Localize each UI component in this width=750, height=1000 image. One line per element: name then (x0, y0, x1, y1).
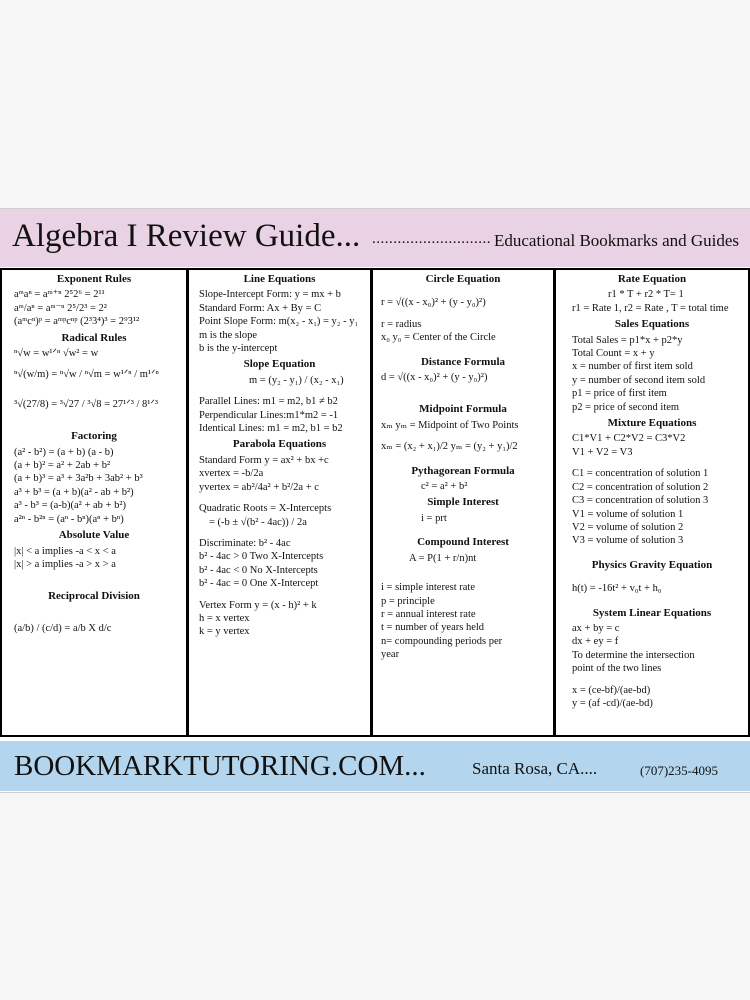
formula-line: |x| > a implies -a > x > a (14, 558, 116, 570)
formula-line: Identical Lines: m1 = m2, b1 = b2 (199, 423, 343, 435)
review-guide-sheet (0, 209, 750, 792)
formula-line: |x| < a implies -a < x < a (14, 545, 116, 557)
section-heading: Distance Formula (420, 355, 505, 368)
formula-line: V2 = volume of solution 2 (572, 521, 684, 533)
formula-line: Slope-Intercept Form: y = mx + b (199, 289, 341, 301)
section-heading: Pythagorean Formula (411, 464, 515, 477)
section-heading: Circle Equation (425, 273, 501, 285)
formula-line: b² - 4ac > 0 Two X-Intercepts (199, 551, 324, 563)
formula-line: V1 + V2 = V3 (572, 446, 633, 458)
formula-line: p1 = price of first item (572, 388, 667, 400)
formula-line: C1 = concentration of solution 1 (572, 468, 709, 480)
formula-line: ⁿ√(w/m) = ⁿ√w / ⁿ√m = w¹ᐟⁿ / m¹ᐟⁿ (14, 369, 159, 381)
city-label: Santa Rosa, CA.... (472, 759, 598, 778)
formula-line: r1 = Rate 1, r2 = Rate , T = total time (572, 302, 729, 314)
formula-line: (aᵐcⁿ)ᵖ = aᵐᵖcⁿᵖ (2³3⁴)³ = 2⁹3¹² (14, 316, 140, 328)
section-heading: Mixture Equations (607, 417, 697, 430)
formula-line: a³ + b³ = (a + b)(a² - ab + b²) (14, 486, 134, 498)
formula-line: Total Count = x + y (572, 348, 655, 360)
formula-line: (a + b)² = a² + 2ab + b² (14, 460, 111, 472)
phone-number: (707)235-4095 (640, 763, 718, 778)
formula-line: m = (y₂ - y₁) / (x₂ - x₁) (249, 374, 344, 386)
formula-line: C2 = concentration of solution 2 (572, 481, 709, 493)
formula-line: aᵐaⁿ = aᵐ⁺ⁿ 2⁵2⁶ = 2¹¹ (14, 289, 105, 301)
formula-line: Standard Form y = ax² + bx +c (199, 454, 329, 466)
section-heading: Simple Interest (427, 496, 499, 509)
formula-line: Vertex Form y = (x - h)² + k (199, 599, 317, 611)
column-1 (0, 268, 188, 737)
section-heading: Absolute Value (58, 529, 130, 542)
formula-line: xₘ = (x₂ + x₁)/2 yₘ = (y₂ + y₁)/2 (381, 441, 518, 453)
column-3 (371, 268, 555, 737)
formula-line: x = (ce-bf)/(ae-bd) (572, 684, 651, 696)
column-4 (554, 268, 750, 737)
formula-line: ax + by = c (572, 622, 620, 634)
formula-line: Quadratic Roots = X-Intercepts (199, 503, 332, 515)
formula-line: a³ - b³ = (a-b)(a² + ab + b²) (14, 500, 126, 512)
formula-line: b² - 4ac < 0 No X-Intercepts (199, 564, 318, 576)
formula-line: xvertex = -b/2a (199, 468, 264, 480)
column-2 (187, 268, 372, 737)
formula-line: r = radius (381, 318, 422, 330)
formula-line: b is the y-intercept (199, 343, 278, 355)
formula-line: h = x vertex (199, 612, 250, 624)
formula-line: year (381, 649, 400, 661)
formula-line: Standard Form: Ax + By = C (199, 302, 322, 314)
formula-line: y = (af -cd)/(ae-bd) (572, 697, 653, 709)
formula-line: p = principle (381, 595, 435, 607)
page-title: Algebra I Review Guide... (12, 218, 361, 254)
formula-line: = (-b ± √(b² - 4ac)) / 2a (209, 516, 307, 528)
sheet-bottom-edge (0, 792, 750, 793)
section-heading: Radical Rules (61, 331, 127, 344)
section-heading: Exponent Rules (56, 273, 132, 285)
formula-line: ⁿ√w = w¹ᐟⁿ √w² = w (14, 348, 99, 360)
formula-line: (a² - b²) = (a + b) (a - b) (14, 446, 114, 458)
formula-line: yvertex = ab²/4a² + b²/2a + c (199, 481, 319, 493)
formula-line: V1 = volume of solution 1 (572, 508, 684, 520)
formula-line: a²ⁿ - b²ⁿ = (aⁿ - bⁿ)(aⁿ + bⁿ) (14, 513, 124, 525)
formula-line: A = P(1 + r/n)nt (409, 552, 477, 564)
footer-banner (0, 741, 750, 791)
formula-line: C1*V1 + C2*V2 = C3*V2 (572, 433, 686, 445)
formula-line: Total Sales = p1*x + p2*y (572, 334, 683, 346)
section-heading: Line Equations (243, 273, 316, 285)
formula-line: x₀ y₀ = Center of the Circle (381, 332, 496, 344)
section-heading: Sales Equations (614, 318, 690, 331)
formula-line: To determine the intersection (572, 649, 695, 661)
formula-line: Point Slope Form: m(x₂ - x₁) = y₂ - y₁ (199, 316, 359, 328)
formula-line: i = prt (421, 512, 447, 524)
formula-line: (a + b)³ = a³ + 3a²b + 3ab² + b³ (14, 473, 143, 485)
formula-line: r = annual interest rate (381, 608, 476, 620)
formula-line: p2 = price of second item (572, 401, 680, 413)
formula-line: xₘ yₘ = Midpoint of Two Points (381, 419, 519, 431)
formula-line: i = simple interest rate (381, 582, 475, 594)
formula-line: Parallel Lines: m1 = m2, b1 ≠ b2 (199, 396, 338, 408)
formula-line: d = √((x - x₀)² + (y - y₀)²) (381, 372, 488, 384)
subtitle: Educational Bookmarks and Guides (494, 231, 740, 250)
formula-line: h(t) = -16t² + v₀t + h₀ (572, 583, 662, 595)
formula-line: x = number of first item sold (572, 361, 693, 373)
section-heading: Midpoint Formula (419, 403, 507, 416)
formula-line: V3 = volume of solution 3 (572, 535, 684, 547)
section-heading: Physics Gravity Equation (591, 558, 713, 571)
formula-line: aᵐ/aⁿ = aᵐ⁻ⁿ 2⁵/2³ = 2² (14, 302, 107, 314)
section-heading: Parabola Equations (232, 438, 327, 451)
website-url: BOOKMARKTUTORING.COM... (14, 750, 426, 782)
section-heading: Reciprocal Division (48, 590, 140, 603)
formula-line: point of the two lines (572, 663, 662, 675)
section-heading: System Linear Equations (592, 606, 712, 619)
section-heading: Slope Equation (243, 358, 316, 371)
formula-line: m is the slope (199, 329, 258, 341)
formula-line: y = number of second item sold (572, 374, 706, 386)
formula-line: r1 * T + r2 * T= 1 (608, 289, 684, 301)
formula-line: k = y vertex (199, 626, 250, 638)
header-banner (0, 209, 750, 267)
formula-line: n= compounding periods per (381, 635, 503, 647)
formula-line: ³√(27/8) = ³√27 / ³√8 = 27¹ᐟ³ / 8¹ᐟ³ (14, 398, 159, 410)
formula-line: (a/b) / (c/d) = a/b X d/c (14, 622, 112, 634)
formula-line: dx + ey = f (572, 636, 619, 648)
section-heading: Factoring (71, 430, 117, 443)
section-heading: Rate Equation (617, 273, 687, 285)
formula-line: t = number of years held (381, 622, 485, 634)
formula-line: Perpendicular Lines:m1*m2 = -1 (199, 409, 339, 421)
formula-line: b² - 4ac = 0 One X-Intercept (199, 578, 319, 590)
formula-line: r = √((x - x₀)² + (y - y₀)²) (381, 297, 486, 309)
formula-line: Discriminate: b² - 4ac (199, 537, 291, 549)
title-leader-dots: ............................ (372, 231, 491, 247)
formula-line: c² = a² + b² (421, 481, 468, 493)
formula-line: C3 = concentration of solution 3 (572, 495, 709, 507)
section-heading: Compound Interest (417, 536, 509, 549)
